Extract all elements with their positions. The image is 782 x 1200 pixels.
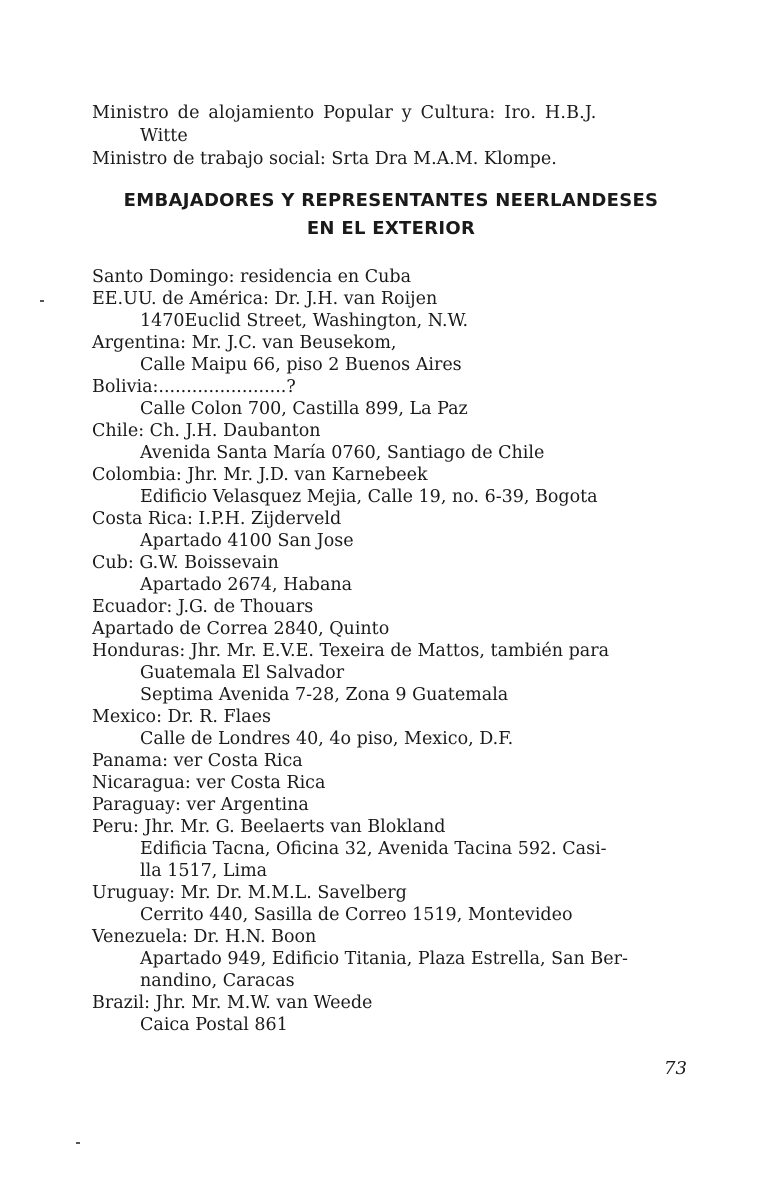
entry-country: Honduras: Jhr. Mr. E.V.E. Texeira de Mattos, también para [92, 641, 610, 661]
entry-address: Cerrito 440, Sasilla de Correo 1519, Montevideo [140, 905, 573, 925]
entry-country: Cub: G.W. Boissevain [92, 553, 279, 573]
entry-country: Mexico: Dr. R. Flaes [92, 707, 271, 727]
entry-address: Edificio Velasquez Mejia, Calle 19, no. 6-39, Bogota [140, 487, 598, 507]
entry-address: Calle Maipu 66, piso 2 Buenos Aires [140, 355, 462, 375]
entry-address: nandino, Caracas [140, 971, 295, 991]
entry-country: Nicaragua: ver Costa Rica [92, 773, 326, 793]
entry-country: Brazil: Jhr. Mr. M.W. van Weede [92, 993, 373, 1013]
entry-country: Panama: ver Costa Rica [92, 751, 303, 771]
entry-country: Ecuador: J.G. de Thouars [92, 597, 314, 617]
entry-address: Caica Postal 861 [140, 1015, 288, 1035]
entry-address: Edificia Tacna, Oficina 32, Avenida Tacina 592. Casi- [140, 839, 607, 859]
ministro-line: Ministro de alojamiento Popular y Cultura: Iro. H.B.J. [92, 103, 597, 123]
entry-address: Apartado 4100 San Jose [140, 531, 354, 551]
page-number: 73 [664, 1058, 687, 1079]
entry-country: Colombia: Jhr. Mr. J.D. van Karnebeek [92, 465, 428, 485]
entry-country: Peru: Jhr. Mr. G. Beelaerts van Blokland [92, 817, 446, 837]
section-heading: EMBAJADORES Y REPRESENTANTES NEERLANDESES [123, 190, 659, 211]
entry-country: Chile: Ch. J.H. Daubanton [92, 421, 321, 441]
entry-country: Santo Domingo: residencia en Cuba [92, 267, 412, 287]
ministro-line: Ministro de trabajo social: Srta Dra M.A.M. Klompe. [92, 149, 557, 169]
entry-address: Guatemala El Salvador [140, 663, 345, 683]
section-heading: EN EL EXTERIOR [306, 218, 476, 239]
entry-country: EE.UU. de América: Dr. J.H. van Roijen [92, 289, 438, 309]
entry-address: Avenida Santa María 0760, Santiago de Chile [140, 443, 545, 463]
entry-address: Calle Colon 700, Castilla 899, La Paz [140, 399, 468, 419]
ministro-line: Witte [140, 126, 188, 146]
entry-country: Argentina: Mr. J.C. van Beusekom, [92, 333, 397, 353]
entry-address: Calle de Londres 40, 4o piso, Mexico, D.F. [140, 729, 514, 749]
entry-country: Costa Rica: I.P.H. Zijderveld [92, 509, 342, 529]
entry-country: Paraguay: ver Argentina [92, 795, 309, 815]
entry-address: lla 1517, Lima [140, 861, 268, 881]
entry-address: Apartado 2674, Habana [140, 575, 353, 595]
entry-country: Uruguay: Mr. Dr. M.M.L. Savelberg [92, 883, 407, 903]
entry-country: Venezuela: Dr. H.N. Boon [92, 927, 317, 947]
scan-speck [76, 1142, 80, 1144]
entry-address: Septima Avenida 7-28, Zona 9 Guatemala [140, 685, 509, 705]
entry-address: 1470Euclid Street, Washington, N.W. [140, 311, 469, 331]
scan-speck [40, 300, 44, 302]
entry-address: Apartado 949, Edificio Titania, Plaza Estrella, San Ber- [140, 949, 628, 969]
entry-country: Bolivia:.......................? [92, 377, 296, 397]
entry-address: Apartado de Correa 2840, Quinto [92, 619, 390, 639]
